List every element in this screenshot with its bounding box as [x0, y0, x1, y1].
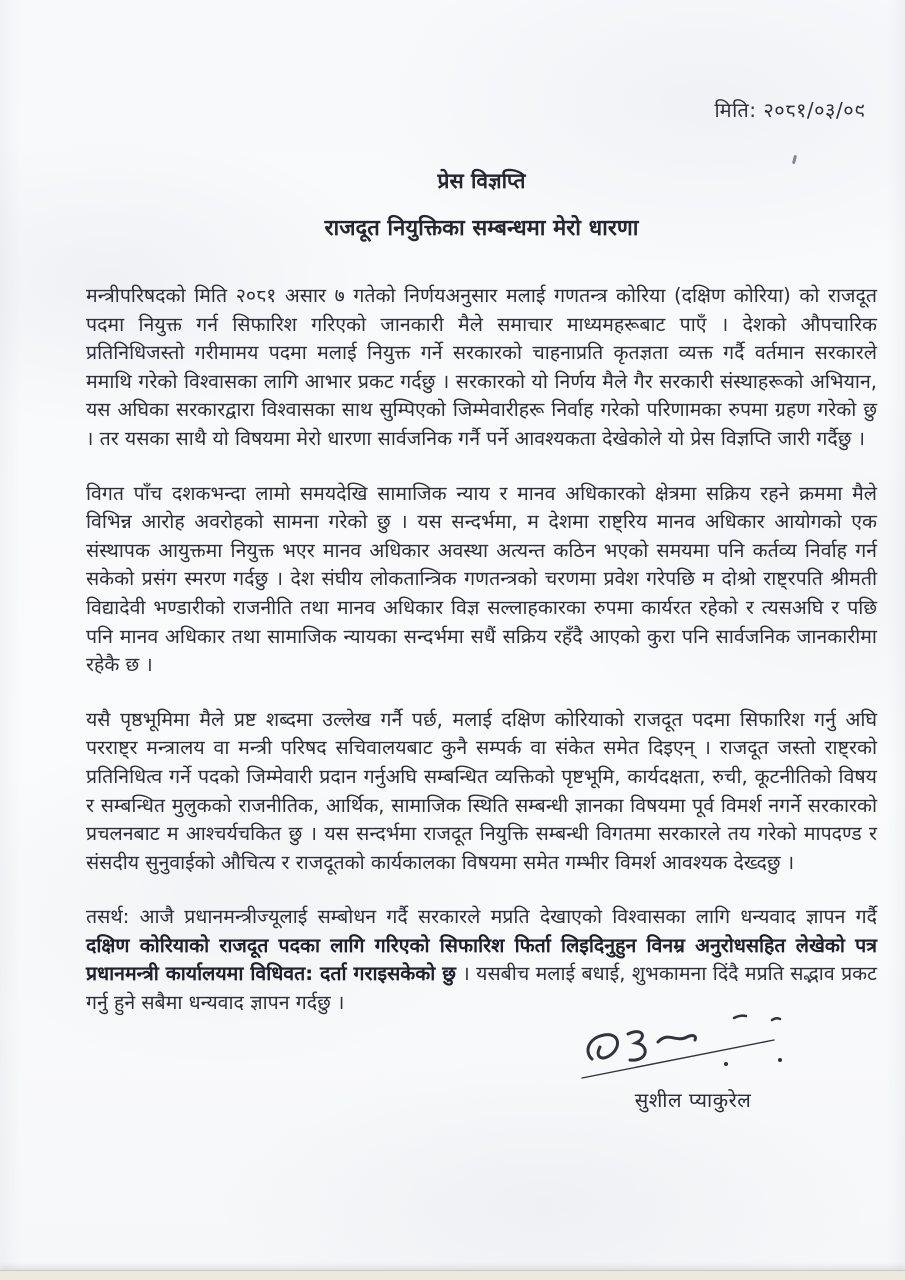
- body-paragraph-3: यसै पृष्ठभूमिमा मैले प्रष्ट शब्दमा उल्लेख गर्नै पर्छ, मलाई दक्षिण कोरियाको राजदूत पदमा सिफारिश गर्नु अघि परराष्ट्र मन्त्रालय वा मन्त्री परिषद सचिवालयबाट कुनै सम्पर्क वा संकेत समेत दिइएन् । राजदूत जस्तो राष्ट्रको प्रतिनिधित्व गर्ने पदको जिम्मेवारी प्रदान गर्नुअघि सम्बन्धित व्यक्तिको पृष्टभूमि, कार्यदक्षता, रुची, कूटनीतिको विषय र सम्बन्धित मुलुकको राजनीतिक, आर्थिक, सामाजिक स्थिति सम्बन्धी ज्ञानका विषयमा पूर्व विमर्श नगर्ने सरकारको प्रचलनबाट म आश्चर्यचकित छु । यस सन्दर्भमा राजदूत नियुक्ति सम्बन्धी विगतमा सरकारले तय गरेको मापदण्ड र संसदीय सुनुवाईको औचित्य र राजदूतको कार्यकालका विषयमा समेत गम्भीर विमर्श आवश्यक देख्दछु ।: [86, 707, 877, 874]
- document-body: [86, 282, 877, 1018]
- body-paragraph-1: मन्त्रीपरिषदको मिति २०८१ असार ७ गतेको निर्णयअनुसार मलाई गणतन्त्र कोरिया (दक्षिण कोरिया) को राजदूत पदमा नियुक्त गर्न सिफारिश गरिएको जानकारी मैले समाचार माध्यमहरूबाट पाएँ । देशको औपचारिक प्रतिनिधिजस्तो गरीमामय पदमा मलाई नियुक्त गर्ने सरकारको चाहनाप्रति कृतज्ञता व्यक्त गर्दै वर्तमान सरकारले ममाथि गरेको विश्वासका लागि आभार प्रकट गर्दछु । सरकारको यो निर्णय मैले गैर सरकारी संस्थाहरूको अभियान, यस अघिका सरकारद्वारा विश्वासका साथ सुम्पिएको जिम्मेवारीहरू निर्वाह गरेको परिणामका रुपमा ग्रहण गरेको छु । तर यसका साथै यो विषयमा मेरो धारणा सार्वजनिक गर्नै पर्ने आवश्यकता देखेकोले यो प्रेस विज्ञप्ति जारी गर्दैछु ।: [86, 284, 877, 450]
- date-line: मिति: २०८१/०३/०९: [714, 98, 865, 122]
- paragraph-4-normal-tail: । यसबीच मलाई बधाई, शुभकामना दिंदै मप्रति सद्भाव प्रकट गर्नु हुने सबैमा धन्यवाद ज्ञापन गर्दछु ।: [86, 962, 877, 1015]
- scan-edge-artifact: [0, 1270, 905, 1280]
- body-paragraph-4: [86, 903, 877, 1017]
- paragraph-4-normal-lead: तसर्थ: आजै प्रधानमन्त्रीज्यूलाई सम्बोधन गर्दै सरकारले मप्रति देखाएको विश्वासका लागि धन्यवाद ज्ञापन गर्दै: [86, 905, 877, 929]
- page-subtitle: राजदूत नियुक्तिका सम्बन्धमा मेरो धारणा: [324, 216, 639, 241]
- paragraph-4-bold-segment: दक्षिण कोरियाको राजदूत पदका लागि गरिएको सिफारिश फिर्ता लिइदिनुहुन विनम्र अनुरोधसहित लेखेको पत्र प्रधानमन्त्री कार्यालयमा विधिवत: दर्ता गराइसकेको छु: [86, 933, 877, 986]
- stray-pen-mark: [792, 155, 797, 164]
- handwritten-signature: [576, 1012, 811, 1084]
- page-title: प्रेस विज्ञप्ति: [437, 169, 526, 193]
- body-paragraph-2: विगत पाँच दशकभन्दा लामो समयदेखि सामाजिक न्याय र मानव अधिकारको क्षेत्रमा सक्रिय रहने क्रममा मैले विभिन्न आरोह अवरोहको सामना गरेको छु । यस सन्दर्भमा, म देशमा राष्ट्रिय मानव अधिकार आयोगको एक संस्थापक आयुक्तमा नियुक्त भएर मानव अधिकार अवस्था अत्यन्त कठिन भएको समयमा पनि कर्तव्य निर्वाह गर्न सकेको प्रसंग स्मरण गर्दछु । देश संघीय लोकतान्त्रिक गणतन्त्रको चरणमा प्रवेश गरेपछि म दोश्रो राष्ट्रपति श्रीमती विद्यादेवी भण्डारीको राजनीति तथा मानव अधिकार विज्ञ सल्लाहकारका रुपमा कार्यरत रहेको र त्यसअघि र पछि पनि मानव अधिकार तथा सामाजिक न्यायका सन्दर्भमा सधैं सक्रिय रहँदै आएको कुरा पनि सार्वजनिक जानकारीमा रहेकै छ ।: [86, 481, 877, 677]
- signatory-name: सुशील प्याकुरेल: [634, 1088, 752, 1112]
- signature-block: [568, 1012, 818, 1113]
